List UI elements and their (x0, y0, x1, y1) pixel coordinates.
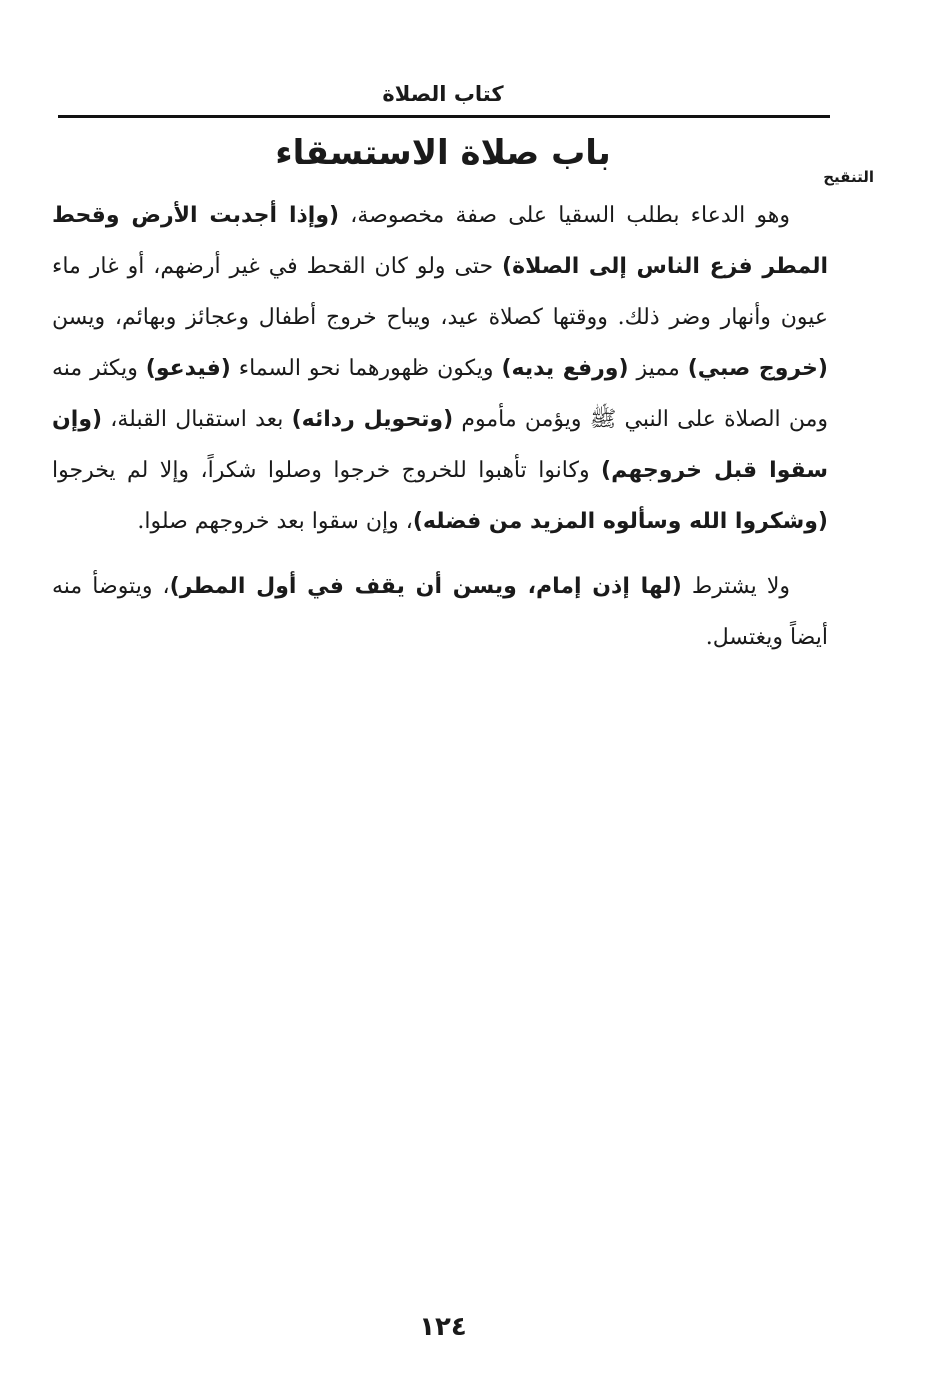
text-span: ، وإن سقوا بعد خروجهم صلوا. (137, 509, 413, 534)
matn-text: (ورفع يديه) (501, 356, 629, 381)
paragraph-2 (52, 561, 828, 663)
text-span: ، ويتوضأ منه أيضاً ويغتسل. (52, 574, 828, 650)
text-span: ويكثر منه ومن الصلاة على النبي ﷺ ويؤمن مأموم (52, 356, 828, 432)
chapter-title: باب صلاة الاستسقاء (275, 133, 611, 173)
margin-label: التنقيح (823, 168, 874, 186)
body-text (52, 190, 828, 663)
text-span: وهو الدعاء بطلب السقيا على صفة مخصوصة، (339, 203, 790, 228)
matn-text: (فيدعو) (145, 356, 231, 381)
matn-text: (وإن سقوا قبل خروجهم) (52, 407, 828, 483)
matn-text: (وتحويل ردائه) (291, 407, 454, 432)
running-header: كتاب الصلاة (382, 82, 504, 106)
matn-text: (لها إذن إمام، ويسن أن يقف في أول المطر) (169, 574, 682, 599)
matn-text: (وإذا أجدبت الأرض وقحط المطر فزع الناس إلى الصلاة) (52, 203, 828, 279)
page-number: ١٢٤ (419, 1312, 467, 1342)
paragraph-1 (52, 190, 828, 547)
header-rule (58, 115, 830, 118)
matn-text: (وشكروا الله وسألوه المزيد من فضله) (412, 509, 828, 534)
text-span: ويكون ظهورهما نحو السماء (230, 356, 502, 381)
text-span: وكانوا تأهبوا للخروج خرجوا وصلوا شكراً، وإلا لم يخرجوا (52, 458, 602, 483)
text-span: مميز (628, 356, 688, 381)
text-span: حتى ولو كان القحط في غير أرضهم، أو غار ماء عيون وأنهار وضر ذلك. ووقتها كصلاة عيد، ويباح خروج أطفال وعجائز وبهائم، ويسن (52, 254, 828, 330)
matn-text: (خروج صبي) (687, 356, 828, 381)
text-span: بعد استقبال القبلة، (102, 407, 292, 432)
text-span: ولا يشترط (681, 574, 790, 599)
